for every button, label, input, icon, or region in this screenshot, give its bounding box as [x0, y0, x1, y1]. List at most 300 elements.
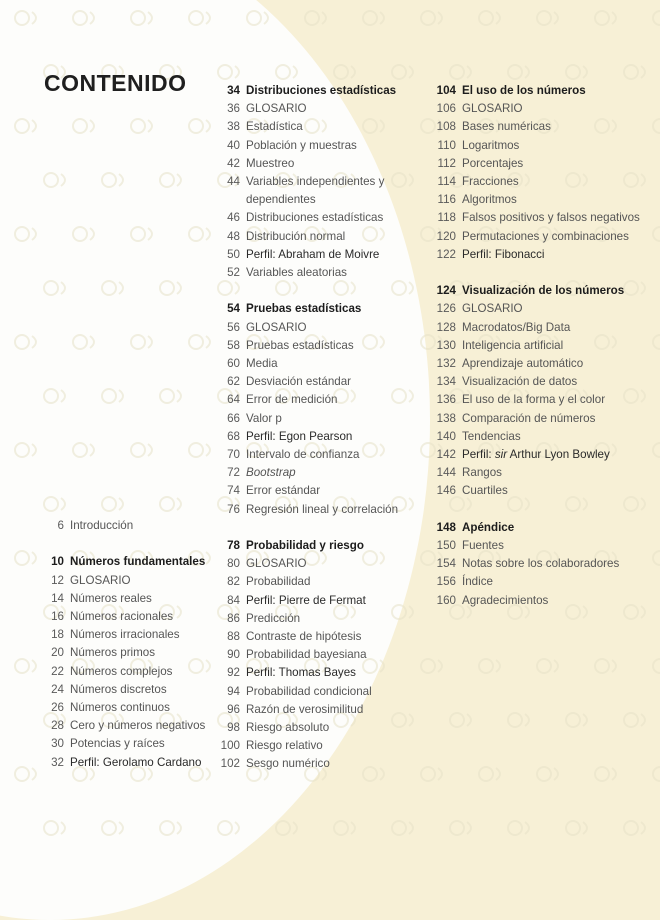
toc-section-heading[interactable]	[216, 537, 421, 555]
entry-title: GLOSARIO	[462, 302, 523, 316]
doodle-shape	[334, 821, 355, 835]
entry-title: Probabilidad condicional	[246, 684, 372, 698]
entry-title: Intervalo de confianza	[246, 448, 360, 462]
toc-entry[interactable]	[216, 100, 421, 118]
entry-title: Perfil: Egon Pearson	[246, 429, 353, 443]
entry-title: Distribuciones estadísticas	[246, 84, 397, 97]
toc-section-heading[interactable]	[432, 82, 657, 100]
doodle-shape	[334, 65, 355, 79]
entry-title: Distribución normal	[246, 229, 346, 243]
toc-entry[interactable]	[432, 173, 657, 191]
entry-title: Índice	[462, 575, 493, 589]
doodle-shape	[479, 659, 500, 673]
page-number: 112	[437, 156, 456, 170]
page-number: 74	[227, 484, 240, 498]
page-number: 48	[227, 229, 240, 243]
page-number: 96	[227, 702, 240, 716]
doodle-shape	[73, 227, 94, 241]
entry-title: Números reales	[70, 591, 152, 605]
entry-title: Error de medición	[246, 393, 338, 407]
page-number: 10	[51, 555, 64, 569]
doodle-shape	[537, 767, 558, 781]
toc-entry[interactable]	[216, 155, 421, 173]
toc-entry[interactable]	[432, 464, 657, 482]
doodle-shape	[189, 119, 210, 133]
page-number: 36	[227, 102, 240, 116]
doodle-shape	[537, 659, 558, 673]
page-number: 54	[227, 302, 240, 316]
doodle-shape	[131, 443, 152, 457]
entry-title: GLOSARIO	[246, 557, 307, 571]
doodle-shape	[160, 497, 181, 511]
toc-entry[interactable]	[432, 592, 657, 610]
doodle-shape	[102, 389, 123, 403]
entry-title: Números continuos	[70, 701, 170, 715]
page-number: 128	[436, 320, 456, 334]
toc-entry[interactable]	[432, 373, 657, 391]
page-title: CONTENIDO	[44, 70, 187, 96]
entry-title: Sesgo numérico	[246, 757, 330, 771]
doodle-shape	[189, 443, 210, 457]
page-number: 150	[436, 539, 456, 553]
doodle-shape	[653, 767, 660, 781]
page-number: 78	[227, 539, 240, 553]
doodle-shape	[479, 11, 500, 25]
doodle-shape	[44, 821, 65, 835]
page-number: 46	[227, 211, 240, 225]
toc-entry[interactable]	[216, 555, 421, 573]
doodle-shape	[624, 65, 645, 79]
doodle-shape	[44, 173, 65, 187]
toc-entry[interactable]	[432, 391, 657, 409]
doodle-shape	[15, 767, 36, 781]
entry-title: Notas sobre los colaboradores	[462, 557, 620, 571]
page-number: 132	[436, 357, 456, 371]
toc-entry[interactable]	[216, 137, 421, 155]
toc-entry[interactable]	[40, 626, 210, 644]
toc-entry[interactable]	[432, 355, 657, 373]
doodle-shape	[276, 821, 297, 835]
entry-title: Números complejos	[70, 664, 173, 678]
doodle-shape	[537, 11, 558, 25]
toc-entry[interactable]	[432, 319, 657, 337]
doodle-shape	[15, 227, 36, 241]
entry-title: Estadística	[246, 120, 303, 134]
page-number: 154	[436, 557, 456, 571]
doodle-shape	[102, 173, 123, 187]
page-number: 84	[227, 593, 240, 607]
doodle-shape	[102, 497, 123, 511]
page-number: 20	[51, 646, 64, 660]
page-number: 126	[436, 302, 456, 316]
entry-title: Permutaciones y combinaciones	[462, 229, 629, 243]
toc-entry[interactable]	[432, 555, 657, 573]
toc-entry[interactable]	[432, 446, 657, 464]
entry-title: Probabilidad bayesiana	[246, 648, 367, 662]
toc-column-3	[432, 82, 657, 628]
toc-entry[interactable]	[432, 410, 657, 428]
entry-title: Variables independientes y	[246, 175, 385, 189]
doodle-shape	[566, 65, 587, 79]
entry-title: Probabilidad y riesgo	[246, 539, 364, 553]
toc-entry[interactable]	[432, 155, 657, 173]
doodle-shape	[566, 713, 587, 727]
page-number: 124	[436, 284, 456, 298]
page-number: 38	[227, 120, 240, 134]
entry-title: GLOSARIO	[246, 102, 307, 116]
page-number: 24	[51, 682, 64, 696]
toc-section-heading[interactable]	[40, 553, 210, 571]
toc-entry[interactable]	[40, 717, 210, 735]
toc-entry[interactable]	[40, 735, 210, 753]
page-number: 92	[227, 666, 240, 680]
toc-entry[interactable]	[40, 681, 210, 699]
page-number: 146	[436, 484, 456, 498]
doodle-shape	[450, 65, 471, 79]
doodle-shape	[160, 281, 181, 295]
toc-entry[interactable]	[216, 391, 421, 409]
page-number: 68	[227, 429, 240, 443]
page-number: 50	[227, 247, 240, 261]
entry-title: GLOSARIO	[246, 320, 307, 334]
toc-entry[interactable]	[216, 501, 421, 519]
page-number: 26	[51, 701, 64, 715]
doodle-shape	[276, 65, 297, 79]
entry-title: Agradecimientos	[462, 593, 549, 607]
toc-entry[interactable]	[432, 300, 657, 318]
toc-entry[interactable]	[216, 482, 421, 500]
page-number: 90	[227, 648, 240, 662]
entry-title: Logaritmos	[462, 138, 520, 152]
entry-title: Inteligencia artificial	[462, 338, 564, 352]
page-number: 58	[227, 338, 240, 352]
entry-title: Porcentajes	[462, 156, 524, 170]
entry-title: Apéndice	[462, 520, 515, 534]
entry-title: Cero y números negativos	[70, 719, 206, 733]
page-number: 104	[436, 84, 456, 97]
page-number: 134	[436, 375, 456, 389]
page-number: 130	[436, 338, 456, 352]
entry-title: Razón de verosimilitud	[246, 702, 364, 716]
doodle-shape	[508, 713, 529, 727]
doodle-shape	[15, 335, 36, 349]
page-number: 144	[436, 466, 456, 480]
page-number: 114	[437, 175, 456, 189]
toc-section	[216, 300, 421, 518]
entry-title: Riesgo absoluto	[246, 721, 330, 735]
entry-title: Introducción	[70, 519, 134, 532]
doodle-shape	[131, 335, 152, 349]
toc-entry[interactable]	[216, 573, 421, 591]
page-number: 66	[227, 411, 240, 425]
page-number: 44	[227, 175, 240, 189]
doodle-shape	[189, 11, 210, 25]
toc-entry[interactable]	[40, 608, 210, 626]
toc-entry[interactable]	[216, 719, 421, 737]
toc-section-heading[interactable]	[432, 519, 657, 537]
entry-title: Regresión lineal y correlación	[246, 502, 399, 516]
toc-entry[interactable]	[216, 683, 421, 701]
entry-title: Perfil: Thomas Bayes	[246, 666, 356, 680]
page-number: 82	[227, 575, 240, 589]
page-number: 18	[51, 628, 64, 642]
entry-title: Números irracionales	[70, 628, 180, 642]
toc-section-heading[interactable]	[216, 82, 421, 100]
toc-entry[interactable]	[40, 644, 210, 662]
toc-entry[interactable]	[216, 173, 421, 191]
entry-title: Distribuciones estadísticas	[246, 211, 384, 225]
entry-title: Tendencias	[462, 429, 521, 443]
doodle-shape	[160, 389, 181, 403]
page-number: 16	[51, 610, 64, 623]
toc-entry[interactable]	[432, 573, 657, 591]
toc-entry[interactable]	[216, 118, 421, 136]
doodle-shape	[73, 335, 94, 349]
toc-entry[interactable]	[432, 337, 657, 355]
toc-entry[interactable]	[216, 428, 421, 446]
toc-entry[interactable]	[216, 592, 421, 610]
doodle-shape	[508, 65, 529, 79]
page-number: 94	[227, 684, 240, 698]
page-number: 34	[227, 84, 240, 97]
page-number: 106	[436, 102, 456, 116]
entry-title: Visualización de los números	[462, 284, 625, 298]
page-number: 32	[51, 755, 64, 769]
toc-entry[interactable]	[40, 590, 210, 608]
page-number: 138	[436, 411, 456, 425]
entry-title: Comparación de números	[462, 411, 596, 425]
entry-title: Perfil: Abraham de Moivre	[246, 247, 380, 261]
toc-entry[interactable]	[216, 264, 421, 282]
entry-title: Error estándar	[246, 484, 321, 498]
toc-section-heading[interactable]	[216, 300, 421, 318]
entry-title: Números discretos	[70, 682, 167, 696]
page-number: 42	[227, 156, 240, 170]
doodle-shape	[73, 119, 94, 133]
entry-title: Algoritmos	[462, 193, 517, 207]
entry-title: Perfil: Gerolamo Cardano	[70, 755, 202, 769]
toc-entry[interactable]	[40, 754, 210, 772]
doodle-shape	[392, 821, 413, 835]
page-number: 116	[437, 193, 456, 207]
doodle-shape	[15, 443, 36, 457]
entry-title: Potencias y raíces	[70, 737, 165, 751]
page-number: 160	[436, 593, 456, 607]
toc-entry[interactable]	[216, 701, 421, 719]
page-number: 80	[227, 557, 240, 571]
page-number: 70	[227, 448, 240, 462]
doodle-shape	[44, 497, 65, 511]
toc-entry[interactable]	[432, 137, 657, 155]
doodle-shape	[508, 821, 529, 835]
doodle-shape	[73, 11, 94, 25]
doodle-shape	[189, 335, 210, 349]
toc-entry[interactable]	[432, 209, 657, 227]
entry-title: Visualización de datos	[462, 375, 578, 389]
doodle-shape	[595, 11, 616, 25]
doodle-shape	[624, 821, 645, 835]
page-number: 136	[436, 393, 456, 407]
toc-entry[interactable]	[432, 191, 657, 209]
entry-title: Predicción	[246, 611, 301, 625]
page-number: 40	[227, 138, 240, 152]
entry-title: Perfil: Fibonacci	[462, 247, 545, 261]
entry-title: El uso de la forma y el color	[462, 393, 606, 407]
entry-title: Muestreo	[246, 156, 295, 170]
entry-title: Fracciones	[462, 175, 519, 189]
page-number: 14	[51, 591, 64, 605]
doodle-shape	[218, 821, 239, 835]
doodle-shape	[421, 11, 442, 25]
toc-entry[interactable]	[216, 446, 421, 464]
toc-entry[interactable]	[40, 572, 210, 590]
toc-entry[interactable]	[432, 246, 657, 264]
toc-entry[interactable]	[216, 664, 421, 682]
entry-title: GLOSARIO	[70, 573, 131, 587]
doodle-shape	[44, 389, 65, 403]
toc-column-2	[216, 82, 421, 792]
doodle-shape	[624, 713, 645, 727]
entry-title: Variables aleatorias	[246, 266, 347, 280]
toc-entry[interactable]	[216, 209, 421, 227]
toc-section-heading[interactable]	[432, 282, 657, 300]
doodle-shape	[15, 551, 36, 565]
entry-title: Rangos	[462, 466, 502, 480]
page-number: 102	[220, 757, 240, 771]
entry-title: Probabilidad	[246, 575, 311, 589]
entry-title: Números racionales	[70, 610, 174, 623]
page-number: 156	[436, 575, 456, 589]
toc-entry[interactable]	[216, 228, 421, 246]
entry-title	[462, 446, 610, 464]
doodle-shape	[160, 173, 181, 187]
toc-entry[interactable]	[216, 464, 421, 482]
toc-section	[216, 537, 421, 774]
doodle-shape	[15, 119, 36, 133]
toc-entry[interactable]	[216, 246, 421, 264]
toc-entry[interactable]	[216, 628, 421, 646]
page-number: 12	[51, 573, 64, 587]
doodle-shape	[218, 65, 239, 79]
page-number: 140	[436, 429, 456, 443]
entry-title: Contraste de hipótesis	[246, 630, 362, 644]
doodle-shape	[131, 227, 152, 241]
entry-title: Población y muestras	[246, 138, 357, 152]
doodle-shape	[247, 11, 268, 25]
page-number: 60	[227, 357, 240, 371]
toc-entry[interactable]	[216, 410, 421, 428]
toc-entry[interactable]	[216, 337, 421, 355]
toc-entry[interactable]	[432, 537, 657, 555]
entry-title: Bootstrap	[246, 466, 296, 480]
page-number: 88	[227, 630, 240, 644]
toc-column-1	[40, 517, 210, 790]
toc-entry[interactable]	[216, 610, 421, 628]
page-number: 52	[227, 266, 240, 280]
page-number: 118	[437, 211, 456, 225]
doodle-shape	[566, 821, 587, 835]
toc-entry[interactable]	[40, 699, 210, 717]
entry-title-italic: sir	[494, 448, 508, 462]
page-number: 6	[57, 519, 64, 532]
doodle-shape	[102, 821, 123, 835]
doodle-shape	[44, 281, 65, 295]
toc-entry[interactable]	[40, 663, 210, 681]
page-number: 120	[436, 229, 456, 243]
page-number: 108	[436, 120, 456, 134]
toc-entry[interactable]	[216, 755, 421, 773]
page-number: 28	[51, 719, 64, 733]
page-number: 142	[436, 448, 456, 462]
doodle-shape	[595, 659, 616, 673]
entry-title: Desviación estándar	[246, 375, 352, 389]
toc-entry[interactable]	[432, 228, 657, 246]
toc-section	[40, 517, 210, 535]
entry-title: Falsos positivos y falsos negativos	[462, 211, 640, 225]
entry-title: Fuentes	[462, 539, 504, 553]
doodle-shape	[189, 227, 210, 241]
entry-title: Bases numéricas	[462, 120, 551, 134]
doodle-shape	[653, 11, 660, 25]
entry-title: Aprendizaje automático	[462, 357, 584, 371]
entry-title-suffix: Arthur Lyon Bowley	[507, 448, 610, 462]
entry-title: Riesgo relativo	[246, 739, 323, 753]
doodle-shape	[73, 443, 94, 457]
toc-entry[interactable]	[432, 428, 657, 446]
doodle-shape	[102, 281, 123, 295]
page-number: 86	[227, 611, 240, 625]
doodle-shape	[421, 767, 442, 781]
toc-entry[interactable]	[432, 482, 657, 500]
toc-entry[interactable]	[216, 191, 421, 209]
doodle-shape	[131, 119, 152, 133]
page-number: 76	[227, 502, 240, 516]
doodle-shape	[392, 65, 413, 79]
toc-entry[interactable]	[216, 373, 421, 391]
entry-title: Pruebas estadísticas	[246, 302, 362, 316]
entry-title: dependientes	[246, 193, 316, 207]
toc-section	[216, 82, 421, 282]
toc-entry[interactable]	[40, 517, 210, 535]
page-number: 56	[227, 320, 240, 334]
toc-entry[interactable]	[432, 118, 657, 136]
entry-title: Cuartiles	[462, 484, 508, 498]
entry-title: Números fundamentales	[70, 555, 206, 569]
page-number: 98	[227, 721, 240, 735]
page-number: 62	[227, 375, 240, 389]
doodle-shape	[15, 11, 36, 25]
page-number: 122	[436, 247, 456, 261]
page-number: 30	[51, 737, 64, 751]
doodle-shape	[15, 659, 36, 673]
toc-entry[interactable]	[432, 100, 657, 118]
page-number: 72	[227, 466, 240, 480]
toc-entry[interactable]	[216, 646, 421, 664]
toc-entry[interactable]	[216, 737, 421, 755]
toc-entry[interactable]	[216, 355, 421, 373]
entry-title-prefix: Perfil:	[462, 448, 495, 462]
page-number: 64	[227, 393, 240, 407]
doodle-shape	[363, 11, 384, 25]
toc-section	[40, 553, 210, 771]
page-number: 100	[220, 739, 240, 753]
entry-title: El uso de los números	[462, 84, 586, 97]
toc-entry[interactable]	[216, 319, 421, 337]
entry-title: GLOSARIO	[462, 102, 523, 116]
entry-title: Macrodatos/Big Data	[462, 320, 571, 334]
doodle-shape	[421, 659, 442, 673]
doodle-shape	[160, 821, 181, 835]
